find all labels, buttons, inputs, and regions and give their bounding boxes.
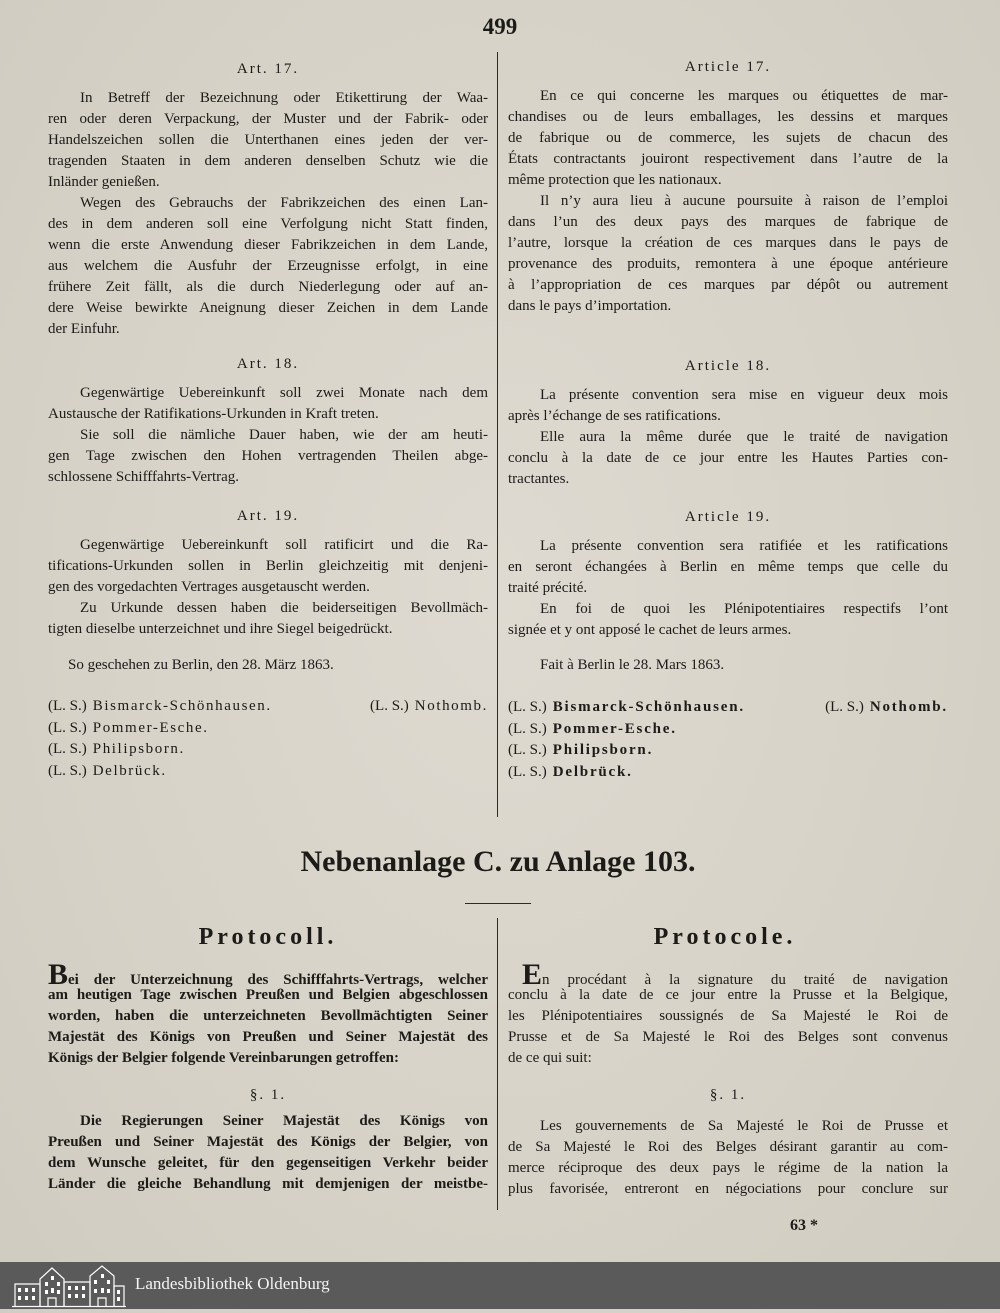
seal-mark: (L. S.) [48, 741, 87, 757]
text-line: gen des vorgedachten Vertrages ausgetauscht werden. [48, 579, 370, 595]
text-line: La présente convention sera mise en vigueur deux mois [540, 387, 948, 403]
closing-line: So geschehen zu Berlin, den 28. März 1863. [68, 657, 334, 673]
article-heading: Art. 18. [236, 356, 300, 372]
text-line: traité précité. [508, 580, 588, 596]
library-name: Landesbibliothek Oldenburg [135, 1274, 330, 1293]
sheet-signature-mark: 63 * [790, 1217, 818, 1234]
text-line: conclu à la date de ce jour entre les Hautes Parties con- [508, 450, 948, 466]
text-line: même protection que les nationaux. [508, 172, 722, 188]
protocol-paragraph [508, 1116, 948, 1200]
text-line: dem Wunsche geleitet, für den gegenseitigen Verkehr beider [48, 1155, 488, 1171]
seal-mark: (L. S.) [508, 699, 547, 715]
text-line: États contractants jouiront respectivement dans l’autre de la [508, 151, 948, 167]
signatory-name: Bismarck-Schönhausen. [552, 699, 745, 715]
text-line [48, 958, 488, 991]
seal-mark: (L. S.) [825, 699, 864, 715]
text-line: tigten dieselbe unterzeichnet und ihre Siegel beigedrückt. [48, 621, 393, 637]
text-line: gen Tage zwischen den Hohen vertragenden Theilen abge- [48, 448, 488, 464]
text-line: Prusse et de Sa Majesté le Roi des Belges sont convenus [508, 1029, 948, 1045]
seal-mark: (L. S.) [370, 698, 409, 714]
text-line: plus favorisée, entreront en négociations pour conclure sur [508, 1181, 948, 1197]
text-line: Gegenwärtige Uebereinkunft soll ratificirt und die Ra- [80, 537, 488, 553]
text-line: La présente convention sera ratifiée et les ratifications [540, 538, 948, 554]
article-heading: Article 17. [684, 59, 772, 75]
text-line: dere Weise bewirkte Aneignung dieser Zeichen in dem Lande [48, 300, 488, 316]
text-line: chandises ou de leurs emballages, les dessins et marques [508, 109, 948, 125]
text-line: wenn die erste Anwendung dieser Fabrikzeichen in dem Lande, [48, 237, 488, 253]
text-line: les Plénipotentiaires soussignés de Sa Majesté le Roi de [508, 1008, 948, 1024]
text-line: am heutigen Tage zwischen Preußen und Belgien abgeschlossen [48, 987, 488, 1003]
text-line: En foi de quoi les Plénipotentiaires respectifs l’ont [540, 601, 948, 617]
text-line: Handelszeichen sollen die Unterthanen eines jeden der ver- [48, 132, 488, 148]
protocol-intro [48, 958, 488, 1069]
text-line: frühere Zeit fällt, als die durch Niederlegung oder auf an- [48, 279, 488, 295]
text-line: signée et y ont apposé le cachet de leurs armes. [508, 622, 792, 638]
text-line: de Sa Majesté le Roi des Belges désirant garantir au com- [508, 1139, 948, 1155]
text-line: Elle aura la même durée que le traité de navigation [540, 429, 948, 445]
text-line: Majestät des Königs von Preußen und Seiner Majestät des [48, 1029, 488, 1045]
text-line: tractantes. [508, 471, 570, 487]
text-run: ei der Unterzeichnung des Schifffahrts-Vertrags, welcher [68, 972, 488, 988]
column-divider [497, 918, 498, 1210]
signatory-name: Nothomb. [414, 698, 488, 714]
german-protocol-column [48, 0, 488, 1262]
column-divider [497, 52, 498, 817]
text-line: conclu à la date de ce jour entre la Prusse et la Belgique, [508, 987, 948, 1003]
text-line: provenance des produits, remontera à une époque antérieure [508, 256, 948, 272]
page-number: 499 [482, 14, 518, 39]
french-protocol-column [508, 0, 948, 1262]
text-line [508, 958, 948, 991]
text-line: Königs der Belgier folgende Vereinbarungen getroffen: [48, 1050, 399, 1066]
protocol-intro [508, 958, 948, 1069]
section-mark: §. 1. [249, 1087, 287, 1103]
text-line: de ce qui suit: [508, 1050, 592, 1066]
text-line: l’autre, lorsque la création de ces marques dans le pays de [508, 235, 948, 251]
library-building-icon [10, 1264, 128, 1313]
protocol-heading-french: Protocole. [653, 924, 797, 950]
text-line: à l’appropriation de ces marques par dépôt ou autrement [508, 277, 948, 293]
text-line: Les gouvernements de Sa Majesté le Roi de Prusse et [540, 1118, 948, 1134]
signatory-name: Philipsborn. [92, 741, 185, 757]
initial-letter: E [522, 958, 543, 991]
article-heading: Art. 19. [236, 508, 300, 524]
seal-mark: (L. S.) [508, 720, 547, 737]
text-line: des in dem anderen soll eine Verfolgung nicht Statt finden, [48, 216, 488, 232]
text-line: Gegenwärtige Uebereinkunft soll zwei Monate nach dem [80, 385, 488, 401]
seal-mark: (L. S.) [48, 719, 87, 736]
closing-line: Fait à Berlin le 28. Mars 1863. [540, 657, 725, 673]
protocol-paragraph [48, 1111, 488, 1195]
signatory-name: Delbrück. [552, 763, 633, 780]
text-line: en seront échangées à Berlin en même temps que celle du [508, 559, 948, 575]
text-line: der Einfuhr. [48, 321, 120, 337]
text-line: de fabrique ou de commerce, les sujets de chacun des [508, 130, 948, 146]
protocol-heading-german: Protocoll. [198, 924, 338, 950]
text-line: après l’échange de ses ratifications. [508, 408, 721, 424]
text-line: Preußen und Seiner Majestät des Königs der Belgier, von [48, 1134, 488, 1150]
signatory-name: Pommer-Esche. [552, 720, 677, 737]
text-line: Zu Urkunde dessen haben die beiderseitigen Bevollmäch- [80, 600, 488, 616]
signatory-name: Delbrück. [92, 762, 167, 779]
article-heading: Article 18. [684, 358, 772, 374]
text-line: worden, haben die unterzeichneten Bevollmächtigten Seiner [48, 1008, 488, 1024]
article-heading: Art. 17. [236, 61, 300, 77]
signatory-name: Philipsborn. [552, 742, 654, 758]
text-line: merce réciproque des deux pays le régime de la nation la [508, 1160, 948, 1176]
text-line: Sie soll die nämliche Dauer haben, wie der am heuti- [80, 427, 488, 443]
seal-mark: (L. S.) [48, 762, 87, 779]
signatory-name: Pommer-Esche. [92, 719, 209, 736]
text-line: tifications-Urkunden sollen in Berlin gleichzeitig mit denjeni- [48, 558, 488, 574]
annex-title: Nebenanlage C. zu Anlage 103. [300, 845, 696, 878]
text-line: ren oder deren Verpackung, der Muster und der Fabrik- oder [48, 111, 488, 127]
text-line: Länder die gleiche Behandlung mit demjenigen der meistbe- [48, 1176, 488, 1192]
text-line: Il n’y aura lieu à aucune poursuite à raison de l’emploi [540, 193, 948, 209]
section-mark: §. 1. [709, 1087, 747, 1103]
text-line: schlossene Schifffahrts-Vertrag. [48, 469, 240, 485]
seal-mark: (L. S.) [508, 742, 547, 758]
seal-mark: (L. S.) [508, 763, 547, 780]
text-line: aus welchem die Ausfuhr der Erzeugnisse erfolgt, in eine [48, 258, 488, 274]
text-line: Inländer genießen. [48, 174, 160, 190]
signatory-name: Bismarck-Schönhausen. [92, 698, 272, 714]
text-run: n procédant à la signature du traité de navigation [542, 972, 948, 988]
text-line: En ce qui concerne les marques ou étiquettes de mar- [540, 88, 948, 104]
text-line: dans l’un des deux pays des marques de fabrique de [508, 214, 948, 230]
text-line: Austausche der Ratifikations-Urkunden in Kraft treten. [48, 406, 379, 422]
text-line: In Betreff der Bezeichnung oder Etikettirung der Waa- [80, 90, 488, 106]
initial-letter: B [48, 958, 69, 991]
text-line: tragenden Staaten in dem anderen denselben Schutz wie die [48, 153, 488, 169]
text-line: Die Regierungen Seiner Majestät des Königs von [80, 1113, 488, 1129]
seal-mark: (L. S.) [48, 698, 87, 714]
signatory-name: Nothomb. [869, 699, 948, 715]
article-heading: Article 19. [684, 509, 772, 525]
text-line: Wegen des Gebrauchs der Fabrikzeichen des einen Lan- [80, 195, 488, 211]
text-line: dans le pays d’importation. [508, 298, 672, 314]
